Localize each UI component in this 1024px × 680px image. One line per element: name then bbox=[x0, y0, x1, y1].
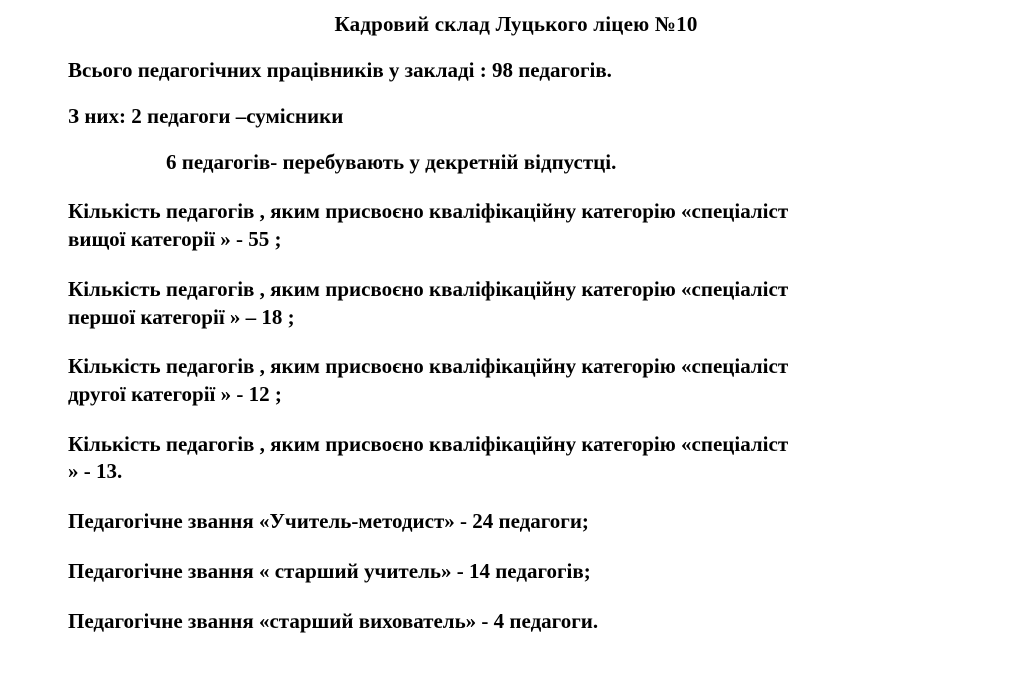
paragraph-category-highest-line1: Кількість педагогів , яким присвоєно кваліфікаційну категорію «спеціаліст bbox=[68, 199, 789, 224]
paragraph-part-time: З них: 2 педагоги –сумісники bbox=[68, 103, 344, 128]
paragraph-category-first-line2: першої категорії » – 18 ; bbox=[68, 304, 295, 329]
paragraph-title-senior-teacher: Педагогічне звання « старший учитель» - 14 педагогів; bbox=[68, 558, 591, 583]
paragraph-category-second-line2: другої категорії » - 12 ; bbox=[68, 381, 282, 406]
paragraph-category-first bbox=[68, 276, 964, 331]
paragraph-category-specialist-line2: » - 13. bbox=[68, 459, 123, 484]
paragraph-total-staff: Всього педагогічних працівників у закладі : 98 педагогів. bbox=[68, 58, 612, 83]
paragraph-maternity-leave: 6 педагогів- перебувають у декретній відпустці. bbox=[166, 149, 617, 174]
paragraph-category-second bbox=[68, 353, 964, 408]
paragraph-title-senior-educator: Педагогічне звання «старший вихователь» - 4 педагоги. bbox=[68, 608, 599, 633]
paragraph-category-specialist-line1: Кількість педагогів , яким присвоєно кваліфікаційну категорію «спеціаліст bbox=[68, 431, 789, 456]
paragraph-category-second-line1: Кількість педагогів , яким присвоєно кваліфікаційну категорію «спеціаліст bbox=[68, 354, 789, 379]
page-title: Кадровий склад Луцького ліцею №10 bbox=[334, 12, 698, 36]
paragraph-category-highest-line2: вищої категорії » - 55 ; bbox=[68, 227, 282, 252]
paragraph-title-teacher-methodist: Педагогічне звання «Учитель-методист» - 24 педагоги; bbox=[68, 509, 589, 534]
paragraph-category-specialist bbox=[68, 431, 964, 486]
paragraph-category-first-line1: Кількість педагогів , яким присвоєно кваліфікаційну категорію «спеціаліст bbox=[68, 276, 789, 301]
paragraph-category-highest bbox=[68, 198, 964, 253]
